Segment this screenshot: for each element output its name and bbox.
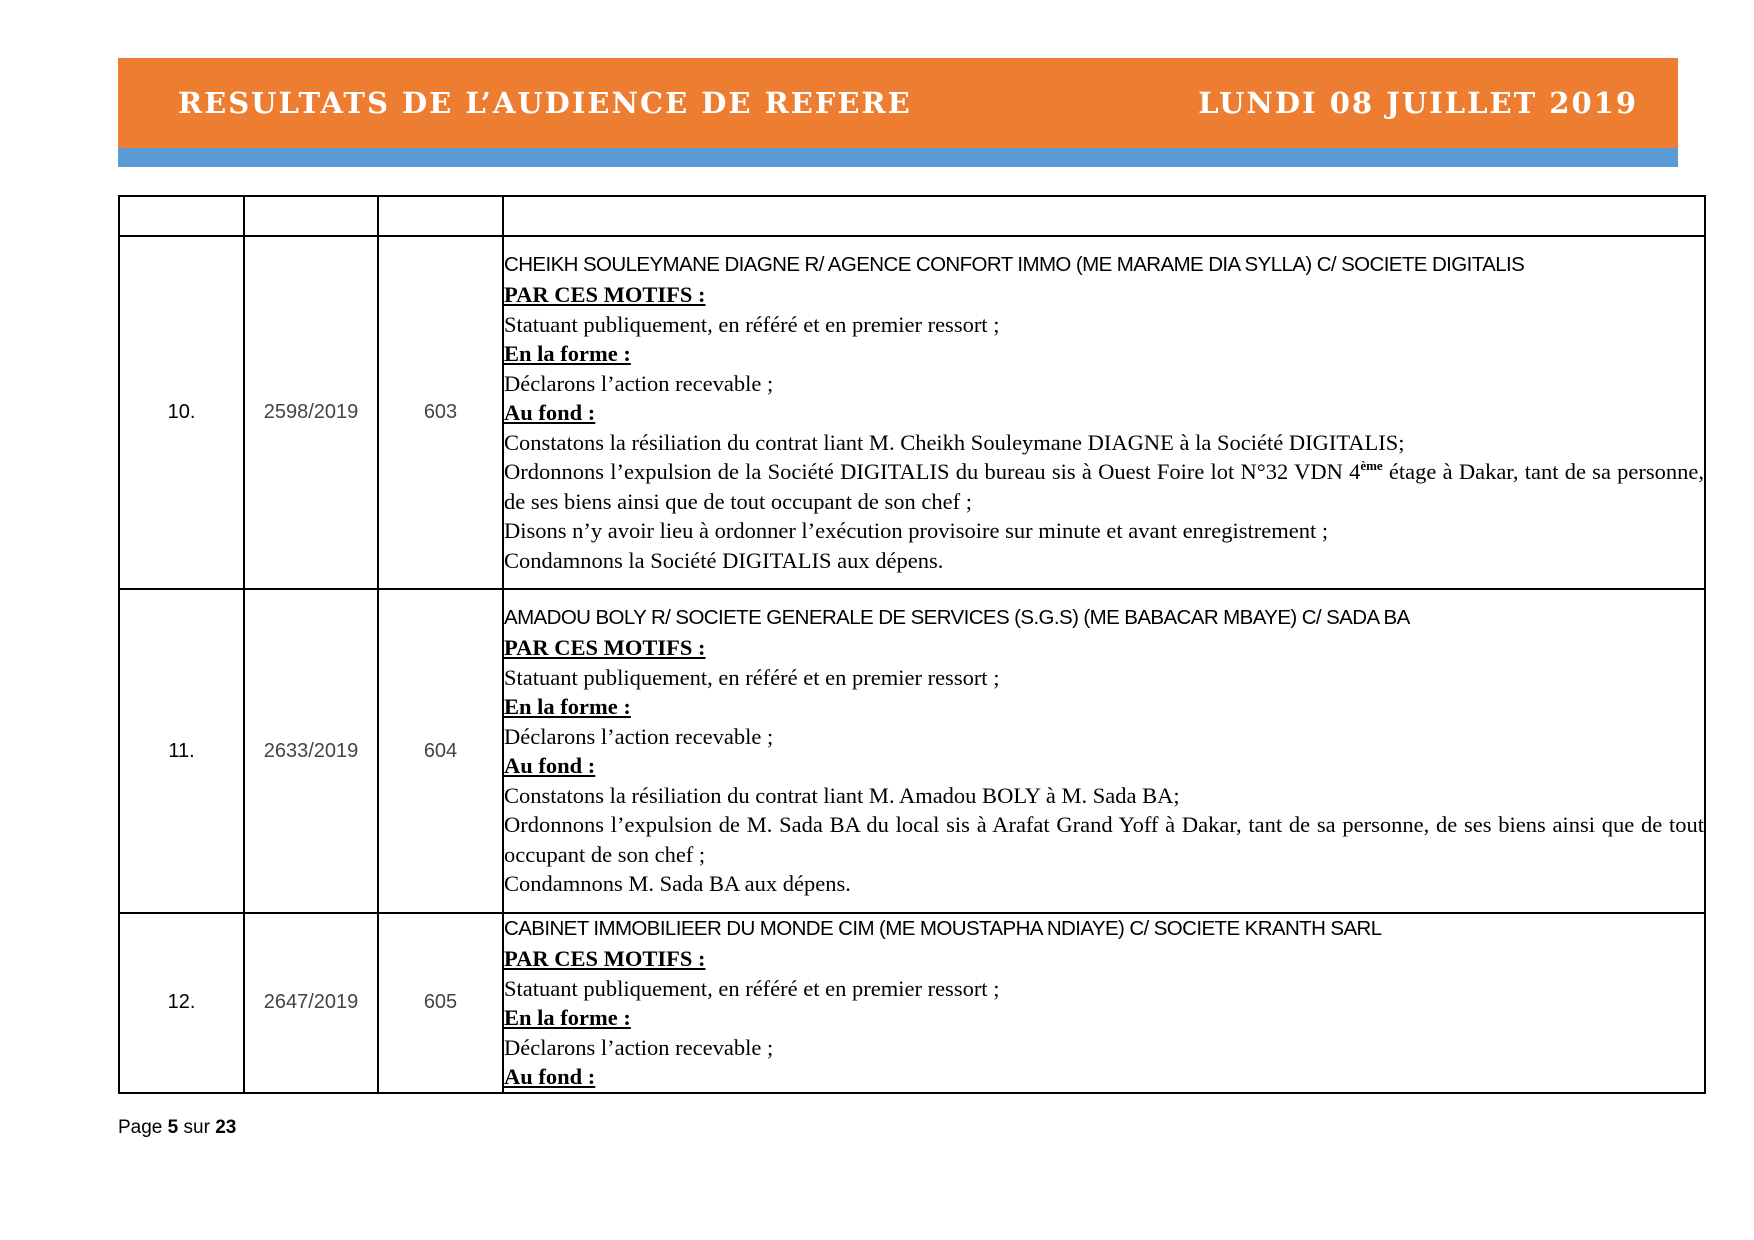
superscript: ème xyxy=(1360,458,1383,473)
current-page-number: 5 xyxy=(167,1117,179,1138)
case-number: 11. xyxy=(119,589,244,913)
page-of-label: sur xyxy=(183,1117,210,1138)
case-repertoire: 605 xyxy=(378,913,503,1093)
table-header-row xyxy=(119,196,1705,236)
header-cell xyxy=(503,196,1705,236)
fond-line: Constatons la résiliation du contrat liant M. Cheikh Souleymane DIAGNE à la Société DIGITALIS; xyxy=(504,429,1405,455)
fond-line: Condamnons M. Sada BA aux dépens. xyxy=(504,871,851,897)
statuant-text: Statuant publiquement, en référé et en premier ressort ; xyxy=(504,311,1000,337)
case-reference: 2647/2019 xyxy=(244,913,378,1093)
total-pages-number: 23 xyxy=(215,1117,237,1138)
case-number: 10. xyxy=(119,236,244,589)
fond-line: Ordonnons l’expulsion de la Société DIGITALIS du bureau sis à Ouest Foire lot N°32 VDN 4ème étage à Dakar, tant de sa personne, de ses biens ainsi que de tout occupant de son chef ; xyxy=(504,458,1705,514)
motifs-heading: PAR CES MOTIFS : xyxy=(504,946,706,971)
header-cell xyxy=(378,196,503,236)
motifs-heading: PAR CES MOTIFS : xyxy=(504,282,706,307)
hearing-date: LUNDI 08 JUILLET 2019 xyxy=(1198,86,1638,120)
case-repertoire: 604 xyxy=(378,589,503,913)
fond-line: Disons n’y avoir lieu à ordonner l’exécution provisoire sur minute et avant enregistrement ; xyxy=(504,518,1329,543)
case-reference: 2598/2019 xyxy=(244,236,378,589)
header-cell xyxy=(119,196,244,236)
case-parties: CHEIKH SOULEYMANE DIAGNE R/ AGENCE CONFORT IMMO (ME MARAME DIA SYLLA) C/ SOCIETE DIGITALIS xyxy=(504,253,1525,276)
forme-text: Déclarons l’action recevable ; xyxy=(504,723,774,749)
document-title: RESULTATS DE L’AUDIENCE DE REFERE xyxy=(178,86,912,120)
table-row xyxy=(119,589,1705,913)
case-reference: 2633/2019 xyxy=(244,589,378,913)
case-parties: CABINET IMMOBILIEER DU MONDE CIM (ME MOUSTAPHA NDIAYE) C/ SOCIETE KRANTH SARL xyxy=(504,917,1382,940)
statuant-text: Statuant publiquement, en référé et en premier ressort ; xyxy=(504,664,1000,690)
fond-heading: Au fond : xyxy=(504,753,596,779)
header-accent-strip xyxy=(118,148,1678,167)
results-table xyxy=(118,195,1706,1094)
case-parties: AMADOU BOLY R/ SOCIETE GENERALE DE SERVICES (S.G.S) (ME BABACAR MBAYE) C/ SADA BA xyxy=(504,606,1410,630)
fond-line: Ordonnons l’expulsion de M. Sada BA du local sis à Arafat Grand Yoff à Dakar, tant de sa personne, de ses biens ainsi que de tout occupant de son chef ; xyxy=(504,812,1704,867)
case-decision xyxy=(503,589,1705,913)
forme-heading: En la forme : xyxy=(504,694,631,720)
case-decision xyxy=(503,913,1705,1093)
header-cell xyxy=(244,196,378,236)
case-number: 12. xyxy=(119,913,244,1093)
motifs-heading: PAR CES MOTIFS : xyxy=(504,635,706,661)
case-repertoire: 603 xyxy=(378,236,503,589)
forme-heading: En la forme : xyxy=(504,1005,631,1030)
fond-heading: Au fond : xyxy=(504,1064,596,1089)
forme-text: Déclarons l’action recevable ; xyxy=(504,370,774,396)
fond-heading: Au fond : xyxy=(504,400,596,425)
table-row xyxy=(119,236,1705,589)
statuant-text: Statuant publiquement, en référé et en premier ressort ; xyxy=(504,975,1000,1001)
page-footer xyxy=(118,1117,236,1139)
fond-line: Constatons la résiliation du contrat liant M. Amadou BOLY à M. Sada BA; xyxy=(504,782,1180,808)
fond-line: Condamnons la Société DIGITALIS aux dépens. xyxy=(504,547,944,573)
page-label: Page xyxy=(118,1117,163,1138)
forme-heading: En la forme : xyxy=(504,341,631,366)
table-row xyxy=(119,913,1705,1093)
forme-text: Déclarons l’action recevable ; xyxy=(504,1034,774,1060)
case-decision xyxy=(503,236,1705,589)
